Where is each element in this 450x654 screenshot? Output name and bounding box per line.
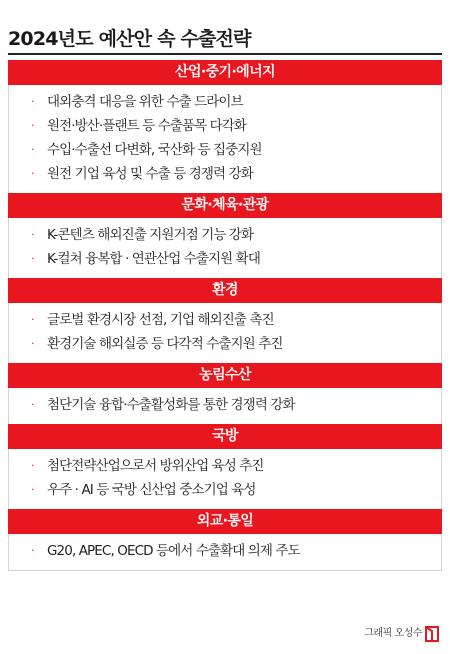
bullet-icon: · (31, 313, 34, 326)
list-item (9, 332, 441, 356)
title-divider (8, 53, 442, 55)
publisher-logo-icon (425, 626, 439, 642)
bullet-icon: · (31, 252, 34, 265)
section-items (8, 85, 442, 193)
list-item (9, 138, 441, 162)
section (8, 60, 442, 193)
section-items (8, 218, 442, 278)
bullet-icon: · (31, 483, 34, 496)
bullet-icon: · (31, 228, 34, 241)
list-item-text: 첨단기술 융합·수출활성화를 통한 경쟁력 강화 (47, 397, 295, 413)
bullet-icon: · (31, 544, 34, 557)
list-item-text: 대외충격 대응을 위한 수출 드라이브 (47, 94, 243, 110)
bullet-icon: · (31, 95, 34, 108)
section-header: 농림수산 (8, 363, 442, 388)
list-item-text: 원전·방산·플랜트 등 수출품목 다각화 (47, 118, 247, 134)
graphic-credit: 그래픽 오성수 (364, 628, 422, 639)
list-item-text: K-콘텐츠 해외진출 지원거점 기능 강화 (47, 227, 254, 243)
list-item (9, 162, 441, 186)
section-header: 환경 (8, 278, 442, 303)
list-item-text: G20, APEC, OECD 등에서 수출확대 의제 주도 (47, 543, 300, 559)
section-header: 문화·체육·관광 (8, 193, 442, 218)
list-item-text: 글로벌 환경시장 선점, 기업 해외진출 촉진 (47, 312, 274, 328)
section-items (8, 388, 442, 424)
section-items (8, 449, 442, 509)
section-header: 산업·중기·에너지 (8, 60, 442, 85)
list-item-text: 첨단전략산업으로서 방위산업 육성 추진 (47, 458, 264, 474)
section-header: 외교·통일 (8, 509, 442, 534)
section (8, 424, 442, 509)
list-item (9, 393, 441, 417)
bullet-icon: · (31, 398, 34, 411)
list-item-text: K-컬쳐 융복합 · 연관산업 수출지원 확대 (47, 251, 260, 267)
page-title: 2024년도 예산안 속 수출전략 (8, 28, 251, 50)
bullet-icon: · (31, 459, 34, 472)
bullet-icon: · (31, 337, 34, 350)
list-item-text: 수입·수출선 다변화, 국산화 등 집중지원 (47, 142, 262, 158)
list-item-text: 원전 기업 육성 및 수출 등 경쟁력 강화 (47, 166, 253, 182)
list-item (9, 539, 441, 563)
bullet-icon: · (31, 167, 34, 180)
list-item (9, 454, 441, 478)
list-item (9, 114, 441, 138)
section (8, 193, 442, 278)
list-item-text: 환경기술 해외실증 등 다각적 수출지원 추진 (47, 336, 283, 352)
list-item (9, 247, 441, 271)
section (8, 278, 442, 363)
section-items (8, 534, 442, 571)
list-item-text: 우주 · AI 등 국방 신산업 중소기업 육성 (47, 482, 256, 498)
section (8, 363, 442, 424)
section-header: 국방 (8, 424, 442, 449)
bullet-icon: · (31, 143, 34, 156)
bullet-icon: · (31, 119, 34, 132)
list-item (9, 90, 441, 114)
strategy-sections (8, 60, 442, 571)
list-item (9, 308, 441, 332)
section-items (8, 303, 442, 363)
list-item (9, 223, 441, 247)
section (8, 509, 442, 571)
list-item (9, 478, 441, 502)
